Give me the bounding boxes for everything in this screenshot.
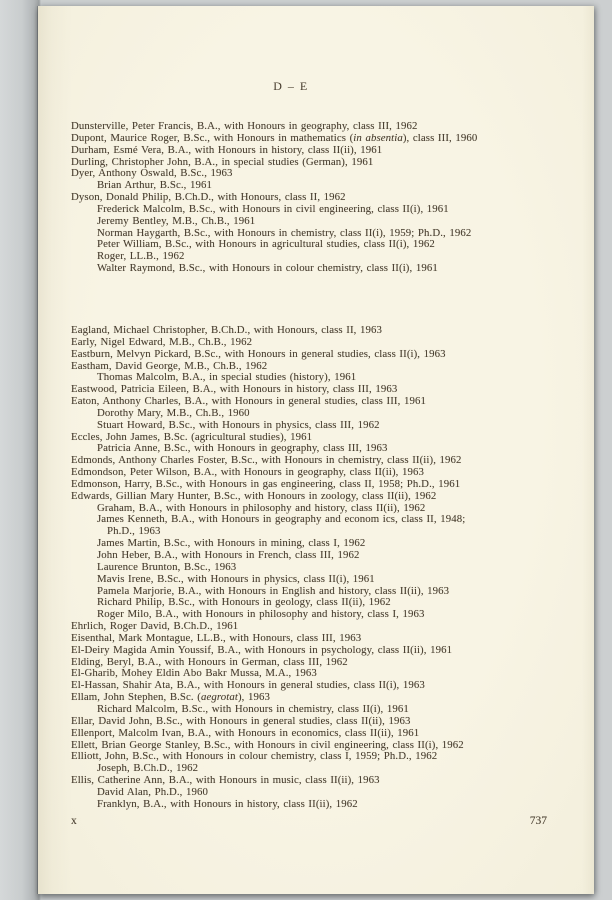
list-item: Joseph, B.Ch.D., 1962 <box>97 762 199 775</box>
list-item: Eccles, John James, B.Sc. (agricultural studies), 1961 <box>71 430 313 443</box>
list-item: Edmondson, Peter Wilson, B.A., with Honours in geography, class II(ii), 1963 <box>71 466 424 479</box>
book-page <box>38 6 594 894</box>
list-item: Eisenthal, Mark Montague, LL.B., with Honours, class III, 1963 <box>71 631 362 644</box>
list-item: Ellar, David John, B.Sc., with Honours in general studies, class II(ii), 1963 <box>71 714 411 727</box>
list-item: Ellis, Catherine Ann, B.A., with Honours in music, class II(ii), 1963 <box>71 774 380 787</box>
list-item: James Martin, B.Sc., with Honours in mining, class I, 1962 <box>97 537 366 550</box>
list-item: Thomas Malcolm, B.A., in special studies (history), 1961 <box>97 371 357 384</box>
page-footer <box>71 815 547 827</box>
graduate-list <box>71 121 563 811</box>
list-item: El-Gharib, Mohey Eldin Abo Bakr Mussa, M.A., 1963 <box>71 667 317 680</box>
list-item: Frederick Malcolm, B.Sc., with Honours in civil engineering, class II(i), 1961 <box>97 202 449 215</box>
list-item: Pamela Marjorie, B.A., with Honours in English and history, class II(ii), 1963 <box>97 584 450 597</box>
list-item: Roger Milo, B.A., with Honours in philosophy and history, class I, 1963 <box>97 608 425 621</box>
list-item: El-Deiry Magida Amin Youssif, B.A., with Honours in psychology, class II(ii), 1961 <box>71 643 453 656</box>
list-item: Early, Nigel Edward, M.B., Ch.B., 1962 <box>71 335 253 348</box>
list-item: Eastham, David George, M.B., Ch.B., 1962 <box>71 359 268 372</box>
list-item: Richard Philip, B.Sc., with Honours in geology, class II(ii), 1962 <box>97 596 391 609</box>
list-item: Durham, Esmé Vera, B.A., with Honours in history, class II(ii), 1961 <box>71 143 383 156</box>
list-item: Ellenport, Malcolm Ivan, B.A., with Honours in economics, class II(ii), 1961 <box>71 726 420 739</box>
list-item: Dyer, Anthony Oswald, B.Sc., 1963 <box>71 167 233 180</box>
list-item: James Kenneth, B.A., with Honours in geography and econom ics, class II, 1948; <box>97 513 466 526</box>
list-item: Dorothy Mary, M.B., Ch.B., 1960 <box>97 406 250 419</box>
list-item: David Alan, Ph.D., 1960 <box>97 785 209 798</box>
list-item: Graham, B.A., with Honours in philosophy and history, class II(ii), 1962 <box>97 501 426 514</box>
list-item: Jeremy Bentley, M.B., Ch.B., 1961 <box>97 214 256 227</box>
list-item: Laurence Brunton, B.Sc., 1963 <box>97 560 237 573</box>
list-item: Norman Haygarth, B.Sc., with Honours in chemistry, class II(i), 1959; Ph.D., 1962 <box>97 226 472 239</box>
list-item: Durling, Christopher John, B.A., in special studies (German), 1961 <box>71 155 374 168</box>
list-item: Ehrlich, Roger David, B.Ch.D., 1961 <box>71 620 239 633</box>
list-item: Roger, LL.B., 1962 <box>97 250 185 263</box>
list-item: John Heber, B.A., with Honours in French, class III, 1962 <box>97 549 360 561</box>
list-item: Dyson, Donald Philip, B.Ch.D., with Honours, class II, 1962 <box>71 191 346 204</box>
list-item: Elding, Beryl, B.A., with Honours in German, class III, 1962 <box>71 655 348 668</box>
list-item: Brian Arthur, B.Sc., 1961 <box>97 179 212 192</box>
list-item: Eaton, Anthony Charles, B.A., with Honours in general studies, class III, 1961 <box>71 395 426 408</box>
list-item: Richard Malcolm, B.Sc., with Honours in chemistry, class II(i), 1961 <box>97 702 409 715</box>
page-number: 737 <box>529 815 547 827</box>
signature-mark: x <box>71 815 77 827</box>
list-item: Ellam, John Stephen, B.Sc. (aegrotat), 1963 <box>71 691 271 704</box>
list-item: Eagland, Michael Christopher, B.Ch.D., with Honours, class II, 1963 <box>71 323 382 336</box>
list-item: Edwards, Gillian Mary Hunter, B.Sc., with Honours in zoology, class II(ii), 1962 <box>71 489 437 502</box>
surname-section <box>71 325 563 811</box>
list-item: Stuart Howard, B.Sc., with Honours in physics, class III, 1962 <box>97 418 380 431</box>
running-head: D – E <box>273 79 309 93</box>
list-item: Eastwood, Patricia Eileen, B.A., with Honours in history, class III, 1963 <box>71 383 398 396</box>
list-item: Ph.D., 1963 <box>107 525 161 538</box>
list-item: Dupont, Maurice Roger, B.Sc., with Honours in mathematics (in absentia), class III, 1960 <box>71 131 478 144</box>
list-item: Walter Raymond, B.Sc., with Honours in colour chemistry, class II(i), 1961 <box>97 262 438 275</box>
list-item: Elliott, John, B.Sc., with Honours in colour chemistry, class I, 1959; Ph.D., 1962 <box>71 750 438 763</box>
list-item: Franklyn, B.A., with Honours in history, class II(ii), 1962 <box>97 797 358 810</box>
list-item: Mavis Irene, B.Sc., with Honours in physics, class II(i), 1961 <box>97 572 375 585</box>
list-item: Dunsterville, Peter Francis, B.A., with Honours in geography, class III, 1962 <box>71 120 418 132</box>
surname-section <box>71 121 563 275</box>
list-item: El-Hassan, Shahir Ata, B.A., with Honours in general studies, class II(i), 1963 <box>71 679 425 692</box>
list-item: Ellett, Brian George Stanley, B.Sc., with Honours in civil engineering, class II(i), 1962 <box>71 738 464 751</box>
list-item: Patricia Anne, B.Sc., with Honours in geography, class III, 1963 <box>97 442 388 455</box>
list-item: Peter William, B.Sc., with Honours in agricultural studies, class II(i), 1962 <box>97 238 435 251</box>
list-item: Edmonds, Anthony Charles Foster, B.Sc., with Honours in chemistry, class II(ii), 1962 <box>71 454 462 467</box>
list-item: Eastburn, Melvyn Pickard, B.Sc., with Honours in general studies, class II(i), 1963 <box>71 347 446 360</box>
list-item: Edmonson, Harry, B.Sc., with Honours in gas engineering, class II, 1958; Ph.D., 1961 <box>71 477 461 490</box>
